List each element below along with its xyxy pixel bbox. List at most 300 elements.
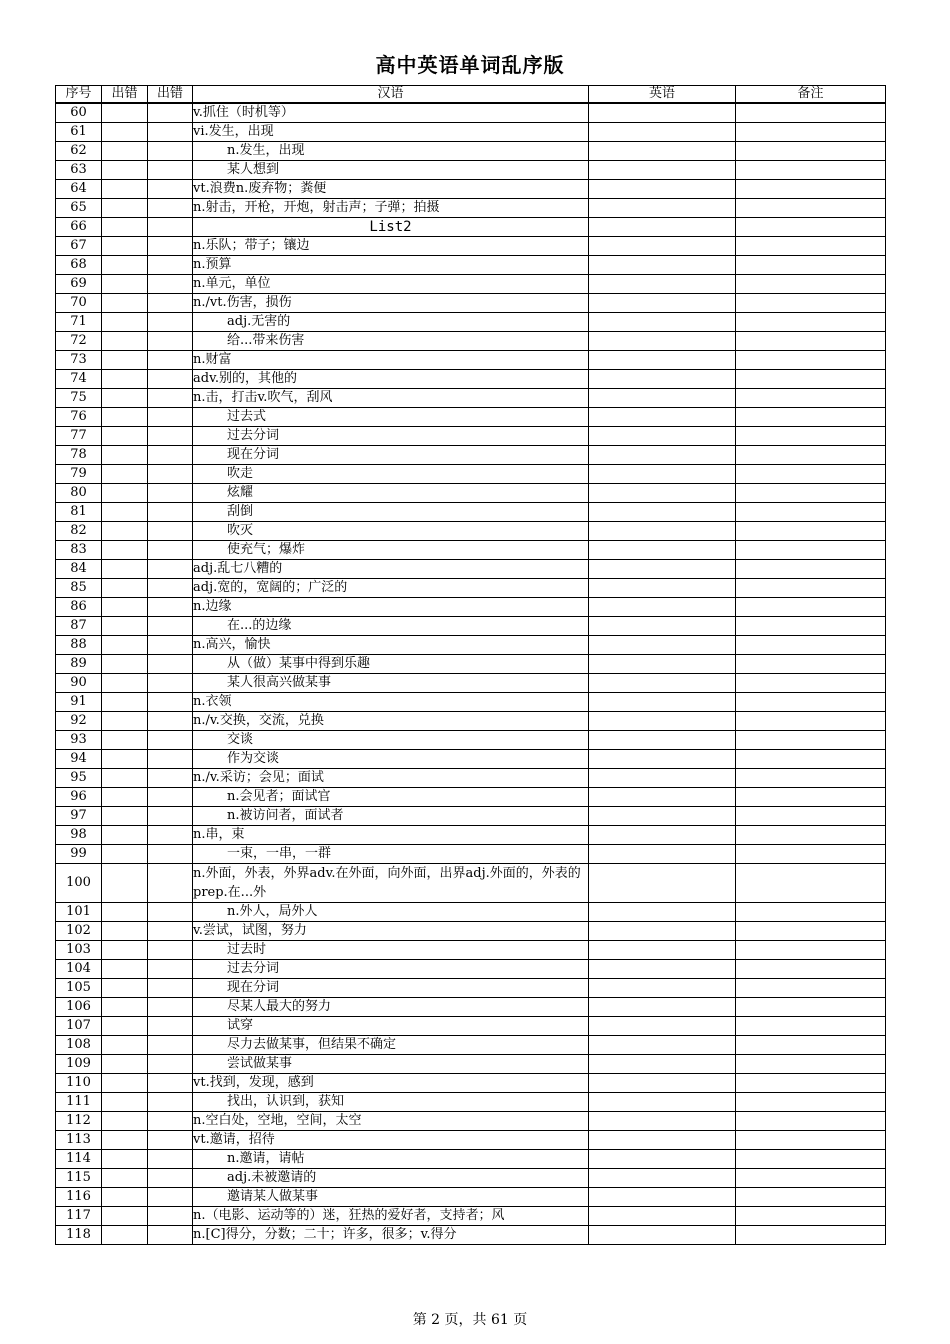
english-answer-cell[interactable]: [589, 408, 736, 427]
notes-cell[interactable]: [736, 237, 886, 256]
notes-cell[interactable]: [736, 826, 886, 845]
header-index: 序号: [56, 86, 102, 104]
notes-cell[interactable]: [736, 370, 886, 389]
error-cell-2[interactable]: [148, 979, 193, 998]
english-answer-cell[interactable]: [589, 1169, 736, 1188]
english-answer-cell[interactable]: [589, 199, 736, 218]
chinese-meaning-cell: vi.发生，出现: [193, 123, 589, 142]
notes-cell[interactable]: [736, 503, 886, 522]
english-answer-cell[interactable]: [589, 522, 736, 541]
english-answer-cell[interactable]: [589, 1093, 736, 1112]
row-index: 106: [56, 998, 102, 1017]
error-cell-1[interactable]: [102, 1036, 148, 1055]
error-cell-1[interactable]: [102, 1226, 148, 1245]
error-cell-1[interactable]: [102, 1131, 148, 1150]
error-cell-2[interactable]: [148, 522, 193, 541]
error-cell-1[interactable]: [102, 446, 148, 465]
english-answer-cell[interactable]: [589, 427, 736, 446]
notes-cell[interactable]: [736, 484, 886, 503]
notes-cell[interactable]: [736, 1207, 886, 1226]
error-cell-2[interactable]: [148, 332, 193, 351]
error-cell-1[interactable]: [102, 750, 148, 769]
error-cell-2[interactable]: [148, 598, 193, 617]
error-cell-2[interactable]: [148, 655, 193, 674]
error-cell-2[interactable]: [148, 617, 193, 636]
table-row: [56, 180, 886, 199]
error-cell-2[interactable]: [148, 807, 193, 826]
error-cell-2[interactable]: [148, 427, 193, 446]
table-row: [56, 845, 886, 864]
error-cell-1[interactable]: [102, 1112, 148, 1131]
english-answer-cell[interactable]: [589, 617, 736, 636]
english-answer-cell[interactable]: [589, 1150, 736, 1169]
notes-cell[interactable]: [736, 1074, 886, 1093]
error-cell-2[interactable]: [148, 693, 193, 712]
english-answer-cell[interactable]: [589, 1226, 736, 1245]
error-cell-1[interactable]: [102, 1207, 148, 1226]
chinese-meaning-cell: 尽力去做某事，但结果不确定: [193, 1036, 589, 1055]
error-cell-1[interactable]: [102, 503, 148, 522]
notes-cell[interactable]: [736, 275, 886, 294]
notes-cell[interactable]: [736, 446, 886, 465]
row-index: 112: [56, 1112, 102, 1131]
english-answer-cell[interactable]: [589, 142, 736, 161]
table-row: [56, 655, 886, 674]
chinese-meaning-cell: n.串，束: [193, 826, 589, 845]
english-answer-cell[interactable]: [589, 788, 736, 807]
error-cell-2[interactable]: [148, 826, 193, 845]
english-answer-cell[interactable]: [589, 750, 736, 769]
error-cell-1[interactable]: [102, 123, 148, 142]
error-cell-1[interactable]: [102, 1169, 148, 1188]
english-answer-cell[interactable]: [589, 560, 736, 579]
error-cell-2[interactable]: [148, 275, 193, 294]
english-answer-cell[interactable]: [589, 807, 736, 826]
notes-cell[interactable]: [736, 693, 886, 712]
table-row: [56, 351, 886, 370]
error-cell-2[interactable]: [148, 503, 193, 522]
error-cell-2[interactable]: [148, 1169, 193, 1188]
notes-cell[interactable]: [736, 845, 886, 864]
error-cell-1[interactable]: [102, 180, 148, 199]
english-answer-cell[interactable]: [589, 579, 736, 598]
error-cell-1[interactable]: [102, 788, 148, 807]
chinese-meaning-cell: v.尝试，试图，努力: [193, 922, 589, 941]
error-cell-2[interactable]: [148, 1017, 193, 1036]
english-answer-cell[interactable]: [589, 1207, 736, 1226]
english-answer-cell[interactable]: [589, 731, 736, 750]
row-index: 81: [56, 503, 102, 522]
english-answer-cell[interactable]: [589, 922, 736, 941]
error-cell-2[interactable]: [148, 922, 193, 941]
chinese-meaning-cell: n./vt.伤害，损伤: [193, 294, 589, 313]
error-cell-1[interactable]: [102, 522, 148, 541]
row-index: 113: [56, 1131, 102, 1150]
notes-cell[interactable]: [736, 655, 886, 674]
english-answer-cell[interactable]: [589, 1188, 736, 1207]
english-answer-cell[interactable]: [589, 979, 736, 998]
error-cell-1[interactable]: [102, 769, 148, 788]
notes-cell[interactable]: [736, 636, 886, 655]
notes-cell[interactable]: [736, 769, 886, 788]
notes-cell[interactable]: [736, 199, 886, 218]
row-index: 62: [56, 142, 102, 161]
notes-cell[interactable]: [736, 1131, 886, 1150]
chinese-meaning-cell: adj.无害的: [193, 313, 589, 332]
notes-cell[interactable]: [736, 579, 886, 598]
english-answer-cell[interactable]: [589, 103, 736, 123]
error-cell-1[interactable]: [102, 389, 148, 408]
error-cell-2[interactable]: [148, 1131, 193, 1150]
error-cell-2[interactable]: [148, 161, 193, 180]
error-cell-2[interactable]: [148, 1207, 193, 1226]
error-cell-2[interactable]: [148, 465, 193, 484]
error-cell-2[interactable]: [148, 1036, 193, 1055]
error-cell-2[interactable]: [148, 313, 193, 332]
english-answer-cell[interactable]: [589, 275, 736, 294]
table-row: [56, 1036, 886, 1055]
chinese-meaning-cell: 给...带来伤害: [193, 332, 589, 351]
english-answer-cell[interactable]: [589, 693, 736, 712]
error-cell-2[interactable]: [148, 864, 193, 903]
table-row: [56, 1112, 886, 1131]
english-answer-cell[interactable]: [589, 484, 736, 503]
error-cell-2[interactable]: [148, 142, 193, 161]
error-cell-2[interactable]: [148, 788, 193, 807]
error-cell-2[interactable]: [148, 1226, 193, 1245]
notes-cell[interactable]: [736, 389, 886, 408]
notes-cell[interactable]: [736, 922, 886, 941]
error-cell-2[interactable]: [148, 484, 193, 503]
error-cell-1[interactable]: [102, 332, 148, 351]
error-cell-1[interactable]: [102, 465, 148, 484]
notes-cell[interactable]: [736, 750, 886, 769]
row-index: 65: [56, 199, 102, 218]
error-cell-2[interactable]: [148, 731, 193, 750]
english-answer-cell[interactable]: [589, 1112, 736, 1131]
error-cell-1[interactable]: [102, 731, 148, 750]
row-index: 84: [56, 560, 102, 579]
notes-cell[interactable]: [736, 142, 886, 161]
notes-cell[interactable]: [736, 674, 886, 693]
error-cell-1[interactable]: [102, 351, 148, 370]
notes-cell[interactable]: [736, 617, 886, 636]
error-cell-1[interactable]: [102, 294, 148, 313]
chinese-meaning-cell: n.（电影、运动等的）迷，狂热的爱好者，支持者；风: [193, 1207, 589, 1226]
chinese-meaning-cell: 尽某人最大的努力: [193, 998, 589, 1017]
notes-cell[interactable]: [736, 1112, 886, 1131]
notes-cell[interactable]: [736, 1093, 886, 1112]
english-answer-cell[interactable]: [589, 674, 736, 693]
error-cell-2[interactable]: [148, 1112, 193, 1131]
english-answer-cell[interactable]: [589, 465, 736, 484]
header-notes: 备注: [736, 86, 886, 104]
error-cell-1[interactable]: [102, 864, 148, 903]
notes-cell[interactable]: [736, 180, 886, 199]
english-answer-cell[interactable]: [589, 541, 736, 560]
row-index: 66: [56, 218, 102, 237]
chinese-meaning-cell: 找出，认识到，获知: [193, 1093, 589, 1112]
notes-cell[interactable]: [736, 788, 886, 807]
error-cell-2[interactable]: [148, 674, 193, 693]
error-cell-1[interactable]: [102, 598, 148, 617]
row-index: 93: [56, 731, 102, 750]
notes-cell[interactable]: [736, 465, 886, 484]
notes-cell[interactable]: [736, 1169, 886, 1188]
english-answer-cell[interactable]: [589, 351, 736, 370]
notes-cell[interactable]: [736, 807, 886, 826]
error-cell-2[interactable]: [148, 750, 193, 769]
notes-cell[interactable]: [736, 408, 886, 427]
english-answer-cell[interactable]: [589, 237, 736, 256]
english-answer-cell[interactable]: [589, 960, 736, 979]
error-cell-1[interactable]: [102, 579, 148, 598]
english-answer-cell[interactable]: [589, 903, 736, 922]
english-answer-cell[interactable]: [589, 655, 736, 674]
english-answer-cell[interactable]: [589, 218, 736, 237]
english-answer-cell[interactable]: [589, 845, 736, 864]
notes-cell[interactable]: [736, 123, 886, 142]
error-cell-2[interactable]: [148, 294, 193, 313]
notes-cell[interactable]: [736, 103, 886, 123]
english-answer-cell[interactable]: [589, 1074, 736, 1093]
row-index: 61: [56, 123, 102, 142]
table-row: [56, 465, 886, 484]
notes-cell[interactable]: [736, 332, 886, 351]
error-cell-2[interactable]: [148, 180, 193, 199]
error-cell-2[interactable]: [148, 389, 193, 408]
error-cell-1[interactable]: [102, 979, 148, 998]
notes-cell[interactable]: [736, 218, 886, 237]
sheet-title: 高中英语单词乱序版: [375, 53, 565, 77]
error-cell-2[interactable]: [148, 123, 193, 142]
english-answer-cell[interactable]: [589, 998, 736, 1017]
error-cell-1[interactable]: [102, 313, 148, 332]
error-cell-1[interactable]: [102, 1017, 148, 1036]
error-cell-2[interactable]: [148, 1188, 193, 1207]
english-answer-cell[interactable]: [589, 313, 736, 332]
error-cell-2[interactable]: [148, 903, 193, 922]
english-answer-cell[interactable]: [589, 161, 736, 180]
error-cell-1[interactable]: [102, 256, 148, 275]
error-cell-1[interactable]: [102, 370, 148, 389]
error-cell-1[interactable]: [102, 199, 148, 218]
error-cell-1[interactable]: [102, 1188, 148, 1207]
table-row: [56, 922, 886, 941]
chinese-meaning-cell: n.财富: [193, 351, 589, 370]
notes-cell[interactable]: [736, 1188, 886, 1207]
row-index: 115: [56, 1169, 102, 1188]
chinese-meaning-cell: 现在分词: [193, 446, 589, 465]
english-answer-cell[interactable]: [589, 864, 736, 903]
notes-cell[interactable]: [736, 1017, 886, 1036]
error-cell-2[interactable]: [148, 960, 193, 979]
error-cell-1[interactable]: [102, 1055, 148, 1074]
notes-cell[interactable]: [736, 1226, 886, 1245]
english-answer-cell[interactable]: [589, 180, 736, 199]
error-cell-1[interactable]: [102, 693, 148, 712]
english-answer-cell[interactable]: [589, 1017, 736, 1036]
table-row: [56, 864, 886, 903]
error-cell-1[interactable]: [102, 845, 148, 864]
row-index: 91: [56, 693, 102, 712]
notes-cell[interactable]: [736, 979, 886, 998]
notes-cell[interactable]: [736, 598, 886, 617]
notes-cell[interactable]: [736, 256, 886, 275]
notes-cell[interactable]: [736, 998, 886, 1017]
error-cell-2[interactable]: [148, 636, 193, 655]
error-cell-2[interactable]: [148, 199, 193, 218]
english-answer-cell[interactable]: [589, 256, 736, 275]
error-cell-2[interactable]: [148, 408, 193, 427]
error-cell-2[interactable]: [148, 1150, 193, 1169]
row-index: 67: [56, 237, 102, 256]
row-index: 76: [56, 408, 102, 427]
notes-cell[interactable]: [736, 960, 886, 979]
english-answer-cell[interactable]: [589, 712, 736, 731]
error-cell-2[interactable]: [148, 1093, 193, 1112]
error-cell-2[interactable]: [148, 560, 193, 579]
notes-cell[interactable]: [736, 1150, 886, 1169]
error-cell-1[interactable]: [102, 922, 148, 941]
english-answer-cell[interactable]: [589, 294, 736, 313]
row-index: 75: [56, 389, 102, 408]
notes-cell[interactable]: [736, 427, 886, 446]
error-cell-1[interactable]: [102, 636, 148, 655]
row-index: 89: [56, 655, 102, 674]
notes-cell[interactable]: [736, 560, 886, 579]
chinese-meaning-cell: n.[C]得分，分数；二十；许多，很多；v.得分: [193, 1226, 589, 1245]
error-cell-2[interactable]: [148, 351, 193, 370]
error-cell-2[interactable]: [148, 1074, 193, 1093]
error-cell-1[interactable]: [102, 103, 148, 123]
english-answer-cell[interactable]: [589, 503, 736, 522]
error-cell-2[interactable]: [148, 712, 193, 731]
error-cell-2[interactable]: [148, 237, 193, 256]
error-cell-1[interactable]: [102, 1074, 148, 1093]
table-row: [56, 1017, 886, 1036]
table-row: [56, 941, 886, 960]
error-cell-1[interactable]: [102, 560, 148, 579]
error-cell-1[interactable]: [102, 408, 148, 427]
error-cell-2[interactable]: [148, 769, 193, 788]
english-answer-cell[interactable]: [589, 1036, 736, 1055]
row-index: 118: [56, 1226, 102, 1245]
row-index: 98: [56, 826, 102, 845]
error-cell-2[interactable]: [148, 103, 193, 123]
notes-cell[interactable]: [736, 731, 886, 750]
english-answer-cell[interactable]: [589, 598, 736, 617]
english-answer-cell[interactable]: [589, 1131, 736, 1150]
row-index: 80: [56, 484, 102, 503]
row-index: 105: [56, 979, 102, 998]
error-cell-2[interactable]: [148, 218, 193, 237]
error-cell-1[interactable]: [102, 617, 148, 636]
header-english: 英语: [589, 86, 736, 104]
error-cell-1[interactable]: [102, 427, 148, 446]
english-answer-cell[interactable]: [589, 332, 736, 351]
notes-cell[interactable]: [736, 941, 886, 960]
header-error-1: 出错: [102, 86, 148, 104]
error-cell-1[interactable]: [102, 161, 148, 180]
error-cell-2[interactable]: [148, 541, 193, 560]
error-cell-1[interactable]: [102, 960, 148, 979]
error-cell-1[interactable]: [102, 541, 148, 560]
error-cell-1[interactable]: [102, 674, 148, 693]
english-answer-cell[interactable]: [589, 941, 736, 960]
error-cell-1[interactable]: [102, 903, 148, 922]
table-row: [56, 294, 886, 313]
error-cell-2[interactable]: [148, 1055, 193, 1074]
error-cell-1[interactable]: [102, 655, 148, 674]
table-row: [56, 1131, 886, 1150]
notes-cell[interactable]: [736, 712, 886, 731]
table-row: [56, 389, 886, 408]
table-row: [56, 1055, 886, 1074]
error-cell-1[interactable]: [102, 1093, 148, 1112]
error-cell-2[interactable]: [148, 998, 193, 1017]
row-index: 72: [56, 332, 102, 351]
english-answer-cell[interactable]: [589, 826, 736, 845]
chinese-meaning-cell: n./v.采访；会见；面试: [193, 769, 589, 788]
english-answer-cell[interactable]: [589, 1055, 736, 1074]
english-answer-cell[interactable]: [589, 389, 736, 408]
row-index: 110: [56, 1074, 102, 1093]
error-cell-2[interactable]: [148, 256, 193, 275]
error-cell-1[interactable]: [102, 807, 148, 826]
chinese-meaning-cell: n.衣领: [193, 693, 589, 712]
notes-cell[interactable]: [736, 541, 886, 560]
error-cell-1[interactable]: [102, 218, 148, 237]
english-answer-cell[interactable]: [589, 370, 736, 389]
table-row: [56, 1093, 886, 1112]
notes-cell[interactable]: [736, 903, 886, 922]
error-cell-1[interactable]: [102, 826, 148, 845]
error-cell-1[interactable]: [102, 998, 148, 1017]
notes-cell[interactable]: [736, 313, 886, 332]
error-cell-2[interactable]: [148, 446, 193, 465]
error-cell-1[interactable]: [102, 142, 148, 161]
table-row: [56, 541, 886, 560]
table-row: [56, 693, 886, 712]
error-cell-2[interactable]: [148, 845, 193, 864]
chinese-meaning-cell: adj.乱七八糟的: [193, 560, 589, 579]
english-answer-cell[interactable]: [589, 123, 736, 142]
notes-cell[interactable]: [736, 1036, 886, 1055]
error-cell-2[interactable]: [148, 941, 193, 960]
error-cell-1[interactable]: [102, 237, 148, 256]
error-cell-1[interactable]: [102, 275, 148, 294]
notes-cell[interactable]: [736, 864, 886, 903]
error-cell-2[interactable]: [148, 579, 193, 598]
notes-cell[interactable]: [736, 294, 886, 313]
notes-cell[interactable]: [736, 1055, 886, 1074]
chinese-meaning-cell: n.被访问者，面试者: [193, 807, 589, 826]
notes-cell[interactable]: [736, 522, 886, 541]
chinese-meaning-cell: 吹灭: [193, 522, 589, 541]
error-cell-2[interactable]: [148, 370, 193, 389]
english-answer-cell[interactable]: [589, 446, 736, 465]
error-cell-1[interactable]: [102, 712, 148, 731]
error-cell-1[interactable]: [102, 941, 148, 960]
error-cell-1[interactable]: [102, 484, 148, 503]
notes-cell[interactable]: [736, 161, 886, 180]
error-cell-1[interactable]: [102, 1150, 148, 1169]
english-answer-cell[interactable]: [589, 769, 736, 788]
notes-cell[interactable]: [736, 351, 886, 370]
table-row: [56, 903, 886, 922]
english-answer-cell[interactable]: [589, 636, 736, 655]
